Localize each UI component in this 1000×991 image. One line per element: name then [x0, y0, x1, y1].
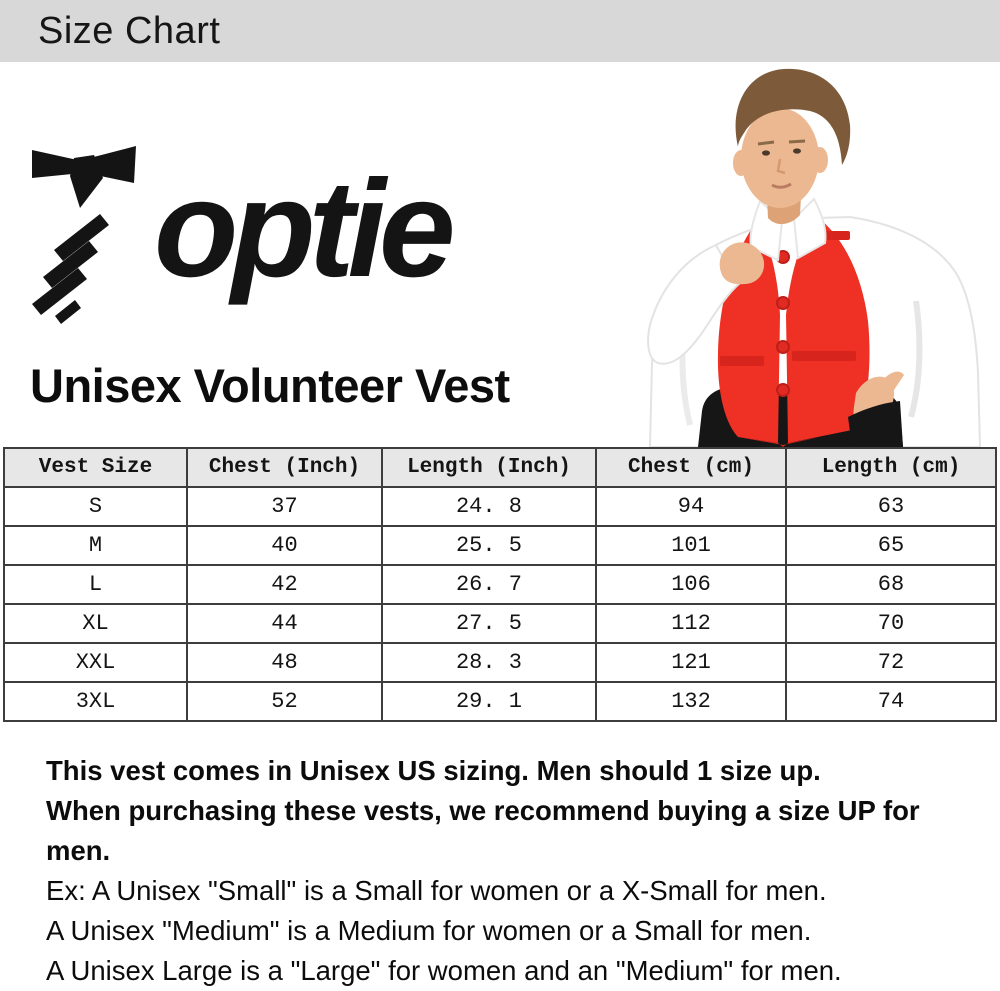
cell-chest-inch: 52: [187, 682, 382, 721]
banner-title: Size Chart: [38, 9, 221, 52]
product-title: Unisex Volunteer Vest: [30, 359, 510, 412]
cell-length-cm: 68: [786, 565, 996, 604]
cell-chest-cm: 101: [596, 526, 786, 565]
sizing-notes: [46, 751, 920, 991]
cell-length-cm: 70: [786, 604, 996, 643]
cell-length-cm: 63: [786, 487, 996, 526]
table-header-row: [4, 448, 996, 487]
col-header-chest-inch: Chest (Inch): [187, 448, 382, 487]
cell-length-inch: 27. 5: [382, 604, 596, 643]
col-header-chest-cm: Chest (cm): [596, 448, 786, 487]
col-header-length-inch: Length (Inch): [382, 448, 596, 487]
cell-chest-inch: 37: [187, 487, 382, 526]
cell-chest-inch: 40: [187, 526, 382, 565]
cell-size: 3XL: [4, 682, 187, 721]
table-row-xxl: [4, 643, 996, 682]
cell-chest-cm: 94: [596, 487, 786, 526]
cell-chest-inch: 44: [187, 604, 382, 643]
note-line: A Unisex Large is a "Large" for women and an "Medium" for men.: [46, 955, 842, 986]
cell-chest-cm: 106: [596, 565, 786, 604]
cell-chest-inch: 42: [187, 565, 382, 604]
note-line: A Unisex "Medium" is a Medium for women or a Small for men.: [46, 915, 812, 946]
cell-size: L: [4, 565, 187, 604]
table-row-m: [4, 526, 996, 565]
size-chart-table: [3, 447, 997, 722]
lower-right-pocket: [792, 351, 856, 361]
table-row-s: [4, 487, 996, 526]
cell-size: XL: [4, 604, 187, 643]
brand-logo: [30, 138, 475, 326]
note-line: When purchasing these vests, we recommend buying a size UP for: [46, 795, 920, 826]
cell-chest-inch: 48: [187, 643, 382, 682]
cell-length-inch: 29. 1: [382, 682, 596, 721]
cell-chest-cm: 132: [596, 682, 786, 721]
cell-chest-cm: 112: [596, 604, 786, 643]
table-row-l: [4, 565, 996, 604]
col-header-length-cm: Length (cm): [786, 448, 996, 487]
cell-chest-cm: 121: [596, 643, 786, 682]
cell-length-inch: 24. 8: [382, 487, 596, 526]
col-header-vest-size: Vest Size: [4, 448, 187, 487]
note-line: men.: [46, 835, 111, 866]
note-line: This vest comes in Unisex US sizing. Men should 1 size up.: [46, 755, 821, 786]
cell-length-inch: 25. 5: [382, 526, 596, 565]
lower-left-pocket: [720, 356, 764, 366]
size-chart-banner: [0, 0, 1000, 62]
cell-size: S: [4, 487, 187, 526]
man-in-red-vest-illustration: [620, 63, 1000, 447]
tie-icon: [32, 146, 136, 324]
cell-length-inch: 26. 7: [382, 565, 596, 604]
cell-length-cm: 74: [786, 682, 996, 721]
cell-size: M: [4, 526, 187, 565]
table-row-xl: [4, 604, 996, 643]
table-row-3xl: [4, 682, 996, 721]
cell-length-cm: 72: [786, 643, 996, 682]
note-line: Ex: A Unisex "Small" is a Small for women or a X-Small for men.: [46, 875, 827, 906]
logo-wordmark: optie: [154, 152, 449, 306]
cell-length-inch: 28. 3: [382, 643, 596, 682]
product-photo: [620, 63, 1000, 447]
cell-length-cm: 65: [786, 526, 996, 565]
face: [741, 108, 819, 208]
cell-size: XXL: [4, 643, 187, 682]
toptie-logo: [30, 138, 475, 326]
